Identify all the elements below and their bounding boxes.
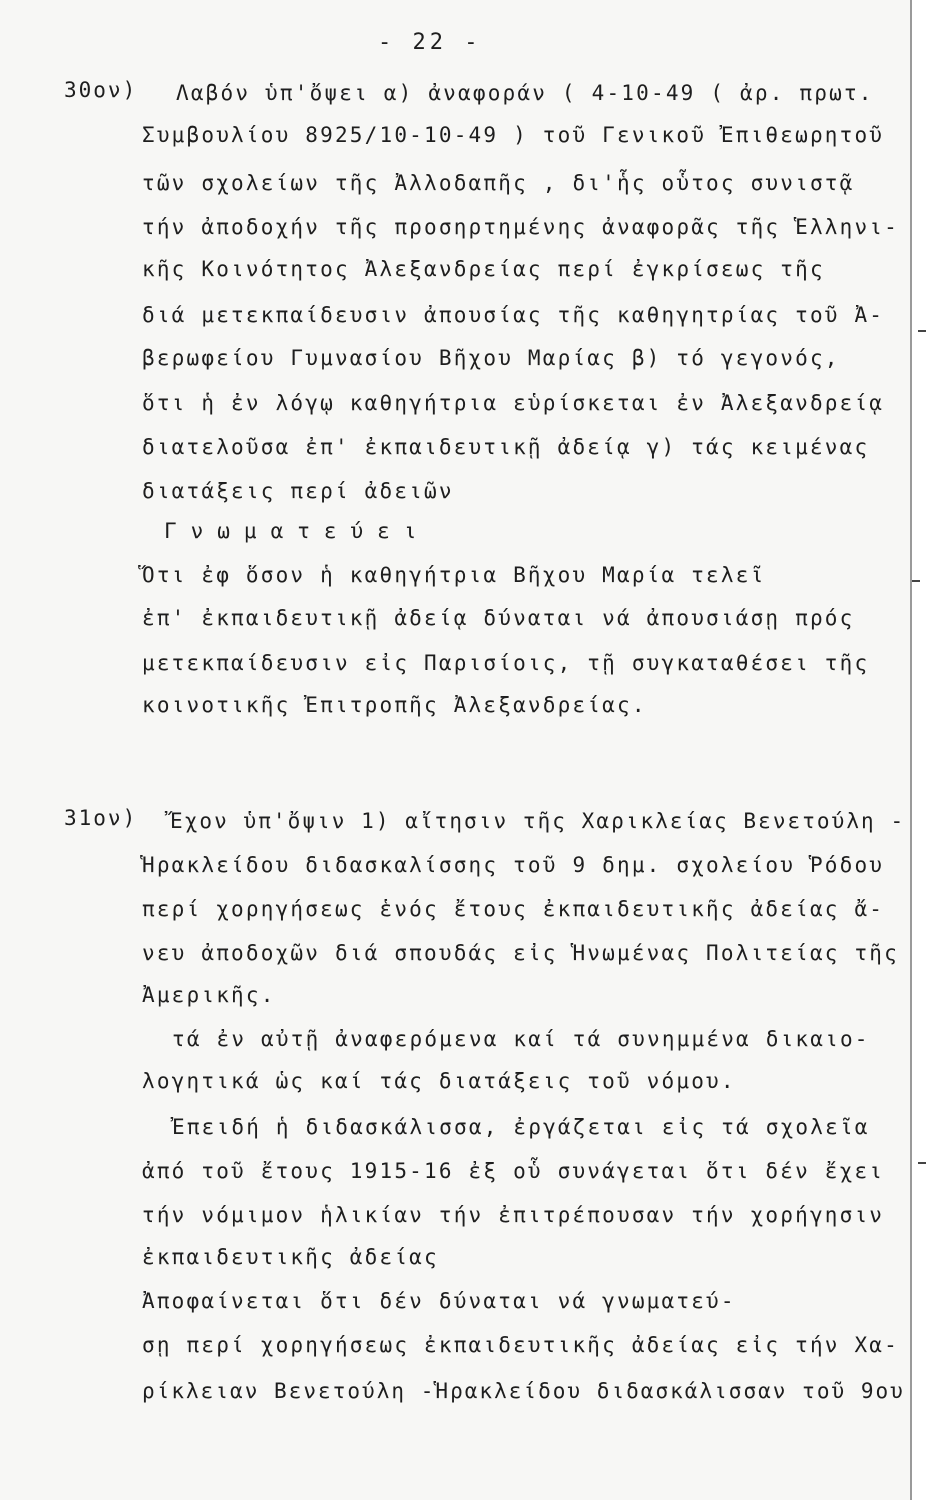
section-31-para3-line: ἀπό τοῦ ἔτους 1915-16 ἐξ οὗ συνάγεται ὅτι δέν ἔχει <box>142 1159 885 1183</box>
section-31-decision-line: Ἀποφαίνεται ὅτι δέν δύναται νά γνωματεύ- <box>142 1289 736 1313</box>
section-31-para3-line: Ἐπειδή ἡ διδασκάλισσα, ἐργάζεται εἰς τά σχολεῖα <box>172 1115 870 1139</box>
section-30-decision-line: μετεκπαίδευσιν εἰς Παρισίοις, τῇ συγκαταθέσει τῆς <box>142 651 870 675</box>
section-30-line: διά μετεκπαίδευσιν ἀπουσίας τῆς καθηγητρίας τοῦ Ἀ- <box>142 303 885 327</box>
section-30-line: διατάξεις περί ἀδειῶν <box>142 479 454 503</box>
section-30-line: διατελοῦσα ἐπ' ἐκπαιδευτικῇ ἀδείᾳ γ) τάς κειμένας <box>142 435 870 459</box>
margin-mark <box>912 580 920 582</box>
section-30-heading: Γνωματεύει <box>164 519 431 543</box>
page-margin <box>912 0 942 1500</box>
section-31-label: 31ον) <box>64 806 138 830</box>
section-30-line: τῶν σχολείων τῆς Ἀλλοδαπῆς , δι'ἧς οὗτος συνιστᾷ <box>142 171 855 195</box>
section-31-line: Ἀμερικῆς. <box>142 983 276 1007</box>
section-31-para3-line: τήν νόμιμον ἡλικίαν τήν ἐπιτρέπουσαν τήν χορήγησιν <box>142 1203 885 1227</box>
section-31-decision-line: σῃ περί χορηγήσεως ἐκπαιδευτικῆς ἀδείας εἰς τήν Χα- <box>142 1333 899 1357</box>
section-31-para2-line: λογητικά ὡς καί τάς διατάξεις τοῦ νόμου. <box>142 1069 736 1093</box>
section-31-line: Ἡρακλείδου διδασκαλίσσης τοῦ 9 δημ. σχολείου Ῥόδου <box>142 853 885 877</box>
section-31-decision-line: ρίκλειαν Βενετούλη -Ἡρακλείδου διδασκάλισσαν τοῦ 9ου <box>142 1379 905 1403</box>
section-31-line: περί χορηγήσεως ἑνός ἔτους ἐκπαιδευτικῆς ἀδείας ἄ- <box>142 897 885 921</box>
section-30-line: βερωφείου Γυμνασίου Βῆχου Μαρίας β) τό γεγονός, <box>142 346 840 370</box>
margin-mark <box>918 1162 926 1164</box>
section-30-line: Λαβόν ὑπ'ὄψει α) ἀναφοράν ( 4-10-49 ( ἀρ. πρωτ. <box>176 81 874 105</box>
section-30-line: κῆς Κοινότητος Ἀλεξανδρείας περί ἐγκρίσεως τῆς <box>142 257 825 281</box>
section-31-para3-line: ἐκπαιδευτικῆς ἀδείας <box>142 1245 439 1269</box>
section-30-label: 30ον) <box>64 78 138 102</box>
section-31-line: Ἔχον ὑπ'ὄψιν 1) αἴτησιν τῆς Χαρικλείας Βενετούλη - <box>170 809 906 833</box>
section-30-decision-line: κοινοτικῆς Ἐπιτροπῆς Ἀλεξανδρείας. <box>142 693 647 717</box>
margin-mark <box>918 330 926 332</box>
section-31-para2-line: τά ἐν αὐτῇ ἀναφερόμενα καί τά συνημμένα δικαιο- <box>172 1027 870 1051</box>
section-30-decision-line: ἐπ' ἐκπαιδευτικῇ ἀδείᾳ δύναται νά ἀπουσιάσῃ πρός <box>142 606 855 630</box>
section-30-line: ὅτι ἡ ἐν λόγῳ καθηγήτρια εὑρίσκεται ἐν Ἀλεξανδρείᾳ <box>142 391 885 415</box>
section-30-line: τήν ἀποδοχήν τῆς προσηρτημένης ἀναφορᾶς τῆς Ἑλληνι- <box>142 215 899 239</box>
section-30-decision-line: Ὅτι ἐφ ὅσον ἡ καθηγήτρια Βῆχου Μαρία τελεῖ <box>142 563 766 587</box>
section-31-line: νευ ἀποδοχῶν διά σπουδάς εἰς Ἡνωμένας Πολιτείας τῆς <box>142 941 899 965</box>
page-number: - 22 - <box>378 30 482 55</box>
page-edge-line <box>910 0 912 1500</box>
section-30-line: Συμβουλίου 8925/10-10-49 ) τοῦ Γενικοῦ Ἐπιθεωρητοῦ <box>142 123 885 147</box>
